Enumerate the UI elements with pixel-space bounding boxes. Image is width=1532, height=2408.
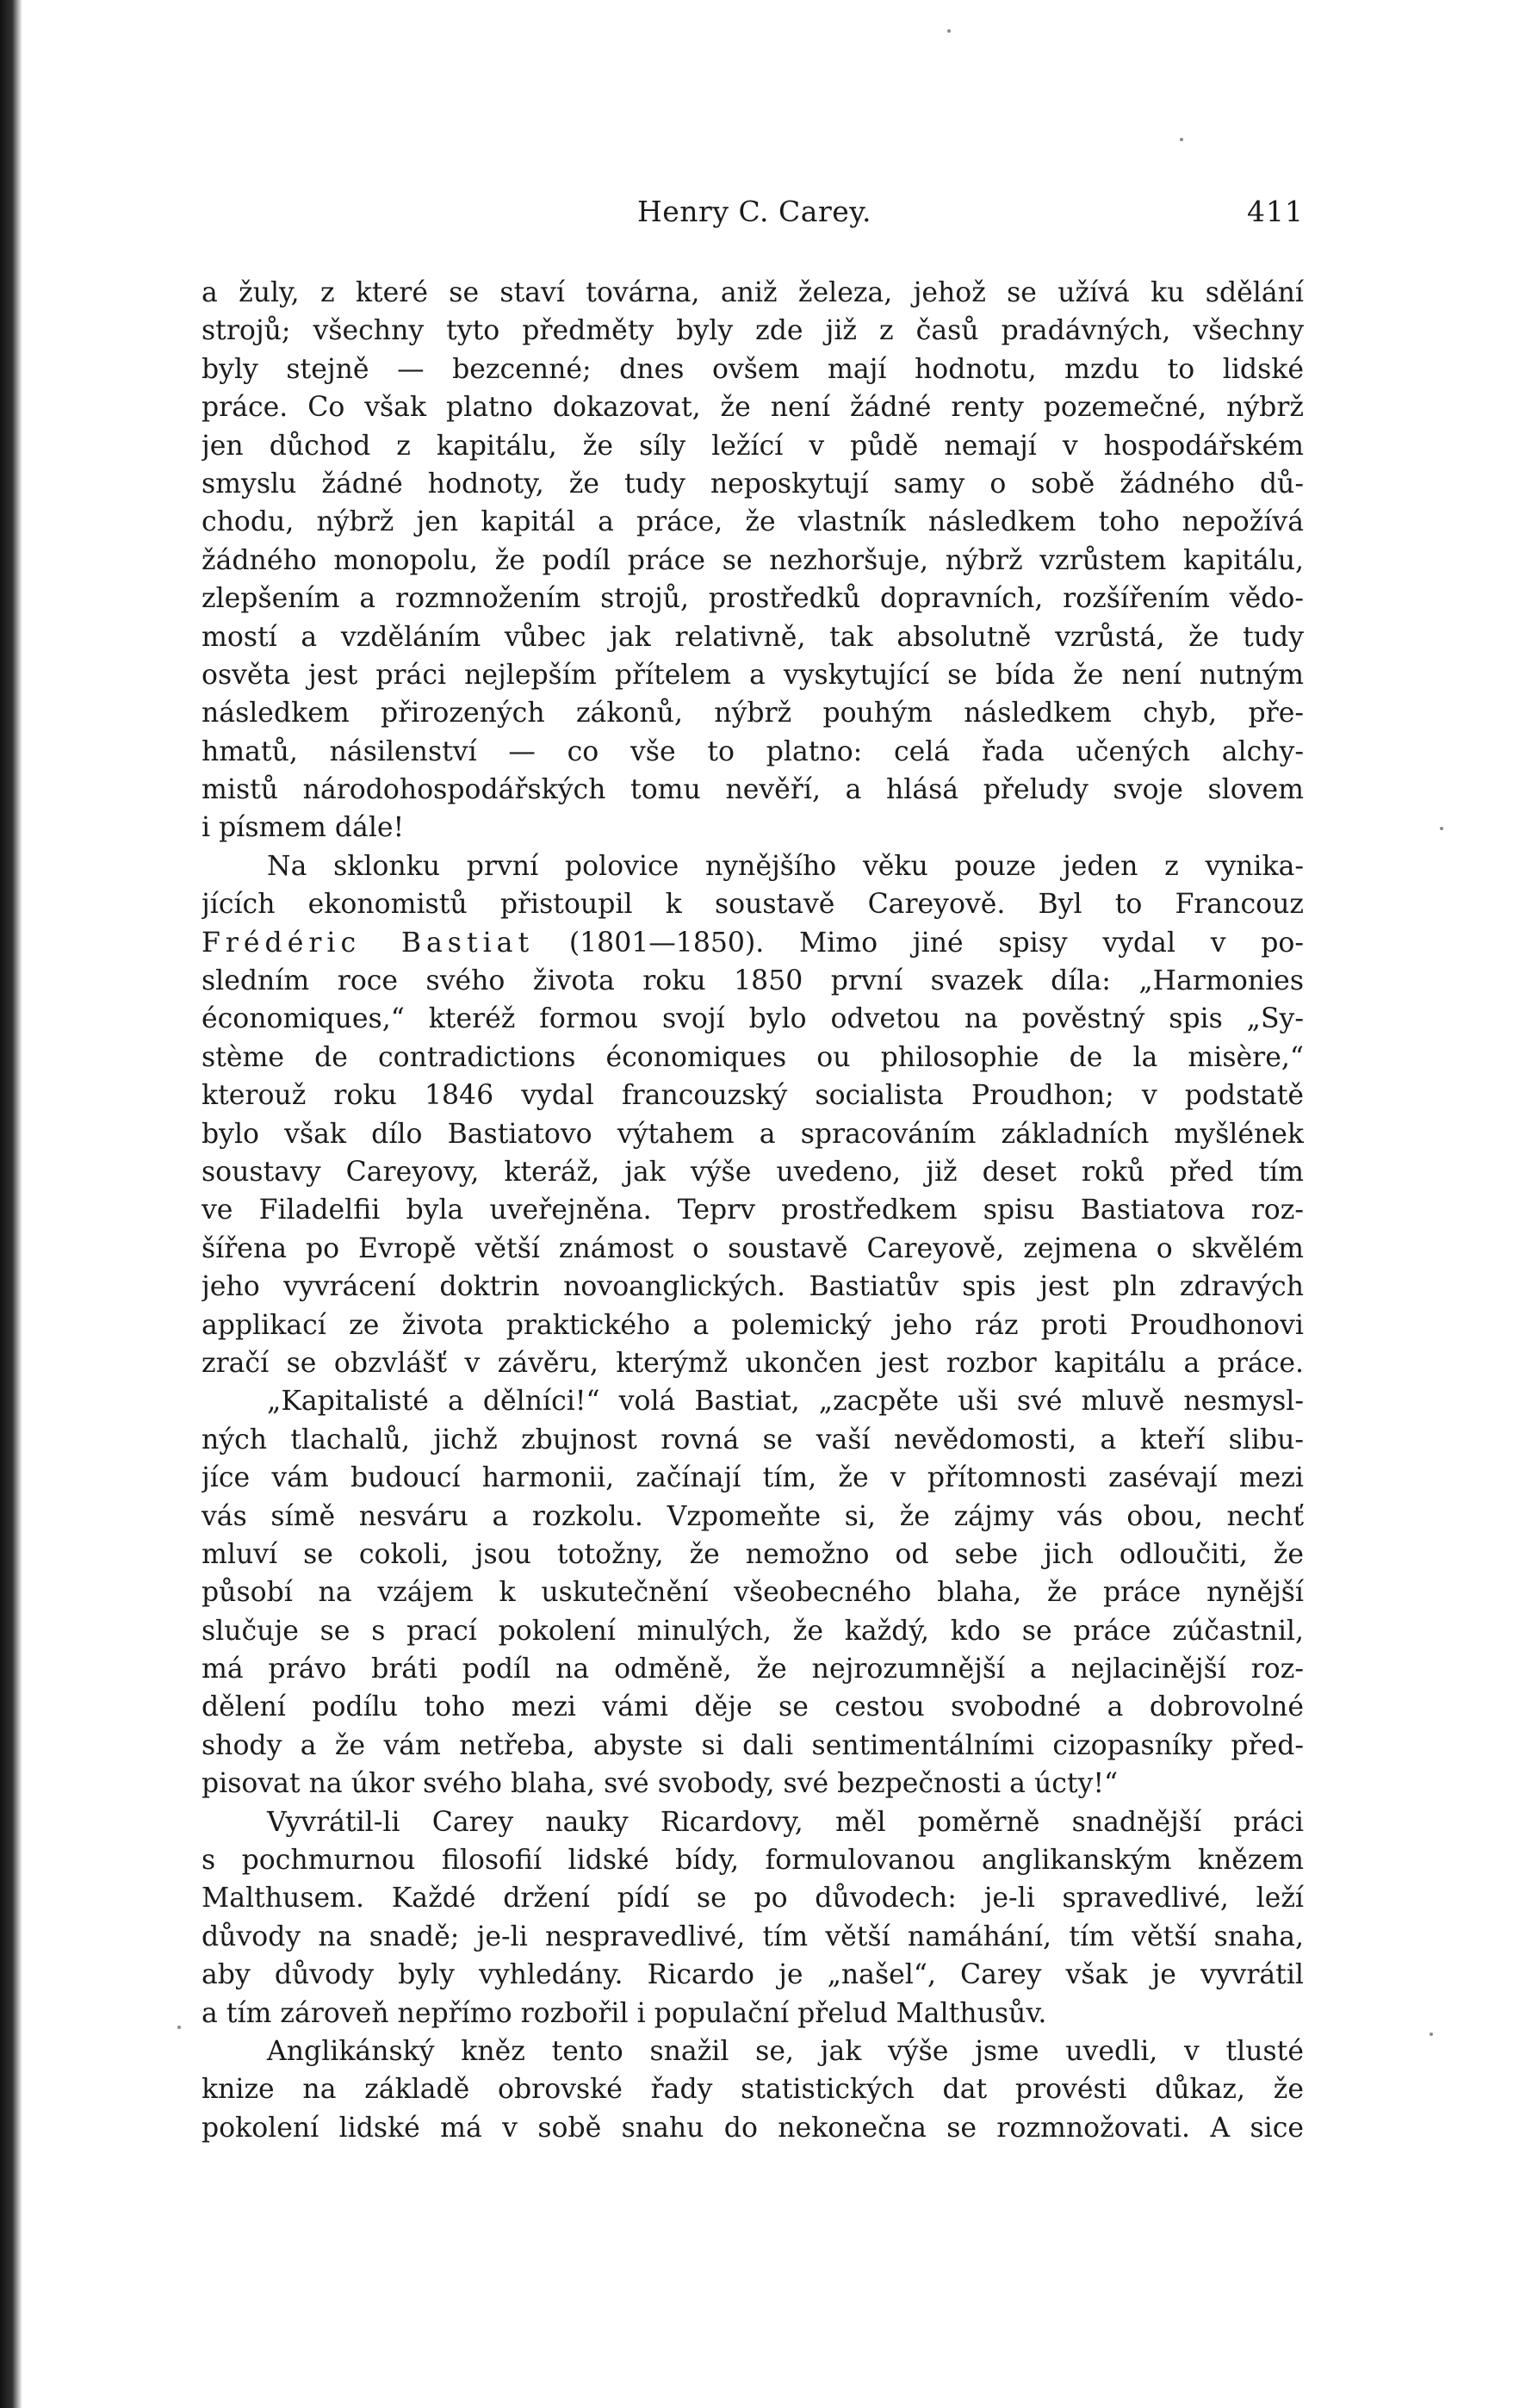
text-line-rest: (1801—1850). Mimo jiné spisy vydal v po- [568,927,1304,959]
text-line: důvody na snadě; je-li nespravedlivé, tím větší namáhání, tím větší snaha, [202,1921,1304,1952]
scan-speck [177,2026,181,2029]
text-line: Anglikánský kněz tento snažil se, jak výše jsme uvedli, v tlusté [267,2035,1304,2067]
text-line: applikací ze života praktického a polemický jeho ráz proti Proudhonovi [202,1309,1304,1341]
text-line: économiques,“ kteréž formou svojí bylo odvetou na pověstný spis „Sy- [202,1003,1304,1035]
text-line: mostí a vzděláním vůbec jak relativně, tak absolutně vzrůstá, že tudy [202,621,1304,653]
text-line: pokolení lidské má v sobě snahu do nekonečna se rozmnožovati. A sice [202,2112,1304,2144]
text-line: chodu, nýbrž jen kapitál a práce, že vlastník následkem toho nepožívá [202,506,1304,538]
text-line: následkem přirozených zákonů, nýbrž pouhým následkem chyb, pře- [202,698,1304,729]
text-line: strojů; všechny tyto předměty byly zde již z časů pradávných, všechny [202,315,1304,347]
text-line: kterouž roku 1846 vydal francouzský socialista Proudhon; v podstatě [202,1080,1304,1112]
text-line: „Kapitalisté a dělníci!“ volá Bastiat, „zacpěte uši své mluvě nesmysl- [267,1386,1304,1418]
text-line: bylo však dílo Bastiatovo výtahem a spracováním základních myšlének [202,1118,1304,1150]
scan-edge-shadow [0,0,22,2408]
text-line: shody a že vám netřeba, abyste si dali sentimentálními cizopasníky před- [202,1729,1304,1761]
text-line: slučuje se s prací pokolení minulých, že každý, kdo se práce zúčastnil, [202,1615,1304,1647]
text-line: soustavy Careyovy, kteráž, jak výše uvedeno, již deset roků před tím [202,1156,1304,1188]
text-line: hmatů, násilenství — co vše to platno: celá řada učených alchy- [202,735,1304,767]
text-line: a žuly, z které se staví továrna, aniž železa, jehož se užívá ku sdělání [202,277,1304,308]
text-line: jeho vyvrácení doktrin novoanglických. Bastiatův spis jest pln zdravých [202,1271,1304,1303]
scan-speck [947,29,951,33]
text-line: jících ekonomistů přistoupil k soustavě Careyově. Byl to Francouz [202,889,1304,921]
spaced-name: Frédéric Bastiat [202,927,535,959]
running-head: Henry C. Carey. [637,195,871,228]
text-line: působí na vzájem k uskutečnění všeobecného blaha, že práce nynější [202,1577,1304,1609]
text-line: stème de contradictions économiques ou philosophie de la misère,“ [202,1041,1304,1073]
text-line: aby důvody byly vyhledány. Ricardo je „našel“, Carey však je vyvrátil [202,1959,1304,1991]
text-line: Vyvrátil-li Carey nauky Ricardovy, měl poměrně snadnější práci [267,1806,1304,1838]
text-line: ve Filadelfii byla uveřejněna. Teprv prostředkem spisu Bastiatova roz- [202,1195,1304,1226]
text-line: ných tlachalů, jichž zbujnost rovná se vaší nevědomosti, a kteří slibu- [202,1424,1304,1455]
text-line: sledním roce svého života roku 1850 první svazek díla: „Harmonies [202,965,1304,997]
text-line: byly stejně — bezcenné; dnes ovšem mají hodnotu, mzdu to lidské [202,353,1304,385]
text-line: má právo bráti podíl na odměně, že nejrozumnější a nejlacinější roz- [202,1654,1304,1685]
text-line: jíce vám budoucí harmonii, začínají tím, že v přítomnosti zasévají mezi [202,1462,1304,1494]
text-line: šířena po Evropě větší známost o soustavě Careyově, zejmena o skvělém [202,1232,1304,1264]
text-line: pisovat na úkor svého blaha, své svobody, své bezpečnosti a úcty!“ [202,1768,1119,1800]
scan-speck [1180,138,1183,141]
text-line-with-name [202,924,1304,962]
text-line: dělení podílu toho mezi vámi děje se cestou svobodné a dobrovolné [202,1691,1304,1723]
page-header [202,189,1304,241]
text-line: a tím zároveň nepřímo rozbořil i populační přelud Malthusův. [202,1997,1047,2029]
text-line: žádného monopolu, že podíl práce se nezhoršuje, nýbrž vzrůstem kapitálu, [202,544,1304,576]
text-line: Na sklonku první polovice nynějšího věku pouze jeden z vynika- [267,850,1304,882]
text-line: mluví se cokoli, jsou totožny, že nemožno od sebe jich odloučiti, že [202,1538,1304,1570]
text-line: osvěta jest práci nejlepším přítelem a vyskytující se bída že není nutným [202,659,1304,691]
scan-speck [1440,827,1443,830]
page-number: 411 [1247,195,1304,228]
text-line: vás símě nesváru a rozkolu. Vzpomeňte si, že zájmy vás obou, nechť [202,1500,1304,1532]
text-line: jen důchod z kapitálu, že síly ležící v půdě nemají v hospodářském [202,430,1304,462]
text-line: Malthusem. Každé držení pídí se po důvodech: je-li spravedlivé, leží [202,1883,1304,1915]
text-line: i písmem dále! [202,812,405,844]
text-line: s pochmurnou filosofií lidské bídy, formulovanou anglikanským knězem [202,1845,1304,1877]
text-line: zračí se obzvlášť v závěru, kterýmž ukončen jest rozbor kapitálu a práce. [202,1347,1304,1379]
text-line: smyslu žádné hodnoty, že tudy neposkytují samy o sobě žádného dů- [202,468,1304,500]
text-line: zlepšením a rozmnožením strojů, prostředků dopravních, rozšířením vědo- [202,583,1304,615]
text-line: knize na základě obrovské řady statistických dat provésti důkaz, že [202,2074,1304,2106]
scan-speck [1430,2033,1433,2036]
text-line: práce. Co však platno dokazovat, že není žádné renty pozemečné, nýbrž [202,392,1304,424]
text-line: mistů národohospodářských tomu nevěří, a hlásá přeludy svoje slovem [202,774,1304,806]
body-text [202,274,1304,2147]
